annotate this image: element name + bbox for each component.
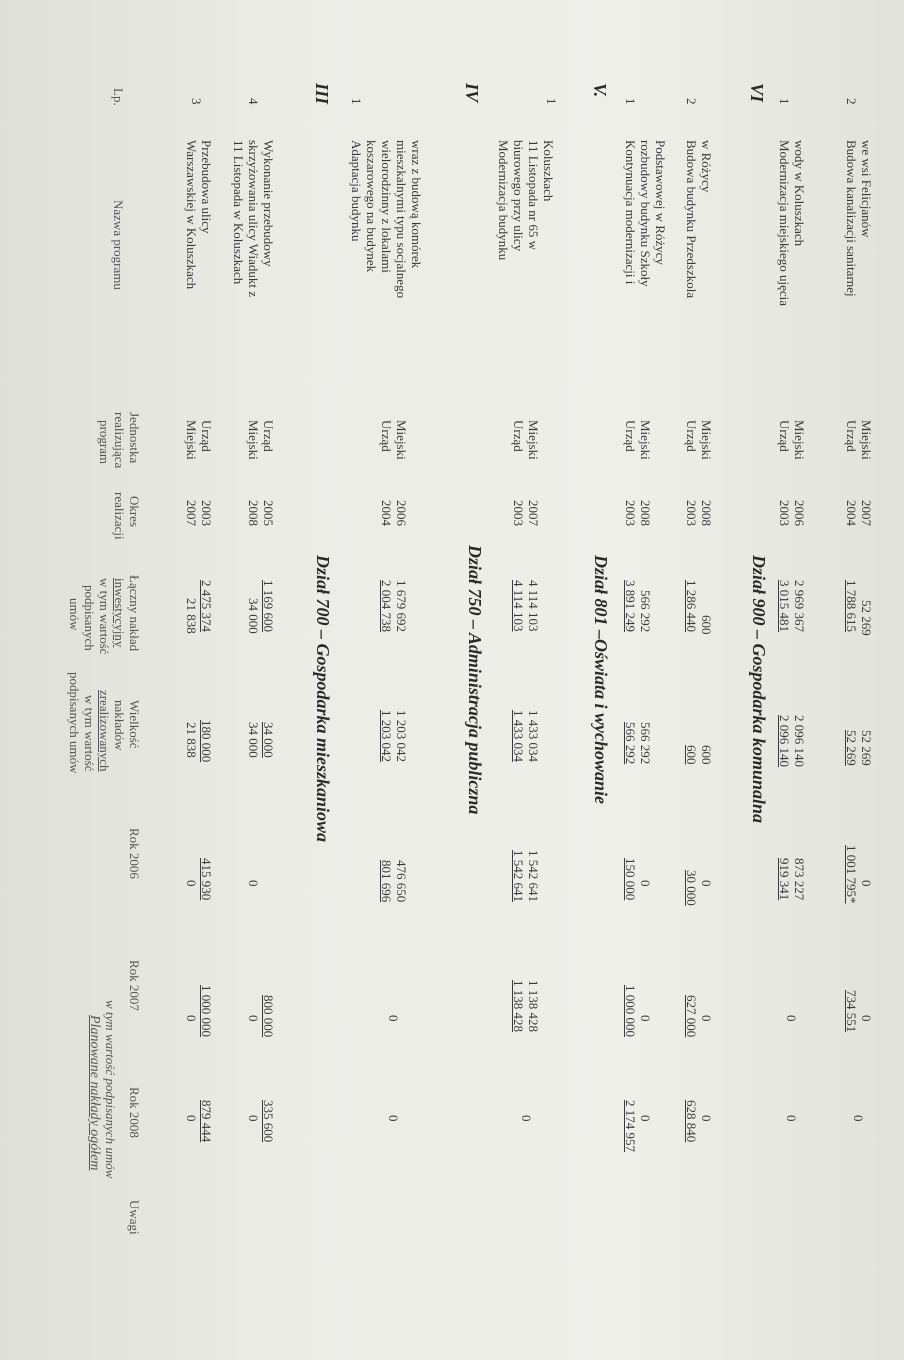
row4-2006: 0 <box>246 880 261 887</box>
header-unit-2: realizująca <box>112 412 127 469</box>
rowIV1-name-3: 11 Listopada nr 65 w <box>526 140 541 250</box>
header-total-2: inwestycyjny <box>112 578 127 648</box>
rowVI1-unit-2: Miejski <box>792 420 807 460</box>
rowIV1-name-4: Koluszkach <box>541 140 556 202</box>
rowV2-lp: 2 <box>684 98 699 105</box>
row4-name-2: skrzyżowania ulicy Wiadukt z <box>246 140 261 297</box>
rowV2-2007-sub: 0 <box>699 1015 714 1022</box>
row4-2007-sub: 0 <box>246 1015 261 1022</box>
row3-total-sub: 21 838 <box>184 598 199 634</box>
rowIV1-2006-sub: 1 542 641 <box>526 850 541 902</box>
rowIII1-done: 1 203 042 <box>379 710 394 762</box>
rowVI2-period-end: 2007 <box>859 500 874 526</box>
rowIV1-done-sub: 1 433 034 <box>526 710 541 762</box>
row4-total-sub: 34 000 <box>246 598 261 634</box>
section-900-title: Dział 900 – Gospodarka komunalna <box>749 555 769 824</box>
rowV1-done-sub: 566 292 <box>638 722 653 765</box>
row4-total: 1 169 600 <box>261 580 276 632</box>
rowIV1-2006: 1 542 641 <box>511 850 526 902</box>
rowIV1-period-end: 2007 <box>526 500 541 526</box>
rowV2-period-end: 2008 <box>699 500 714 526</box>
row3-total: 2 475 374 <box>199 580 214 632</box>
rowV2-name-2: w Różycy <box>699 140 714 193</box>
rowVI1-name-2: wody w Koluszkach <box>792 140 807 247</box>
rowV1-period-start: 2003 <box>623 500 638 526</box>
header-planned: Planowane nakłady ogółem <box>87 1015 102 1171</box>
rowIII1-name-1: Adaptacja budynku <box>349 140 364 242</box>
rowVI2-total: 1 788 615 <box>844 580 859 632</box>
rowVI2-lp: 2 <box>844 98 859 105</box>
row3-name-2: Warszawskiej w Koluszkach <box>184 140 199 290</box>
row3-unit-2: Miejski <box>184 420 199 460</box>
row3-lp: 3 <box>189 98 204 105</box>
rowV2-unit-2: Miejski <box>699 420 714 460</box>
rowVI1-2007: 0 <box>784 1015 799 1022</box>
rowVI1-period-start: 2003 <box>777 500 792 526</box>
rowV1-2007: 1 000 000 <box>623 985 638 1037</box>
rowV2-2007: 627 000 <box>684 995 699 1038</box>
rowV2-done: 600 <box>684 745 699 765</box>
rowVI1-2008: 0 <box>784 1115 799 1122</box>
rowVI1-total: 3 015 481 <box>777 580 792 632</box>
header-year-2007: Rok 2007 <box>127 960 142 1011</box>
rowVI2-total-sub: 52 269 <box>859 600 874 636</box>
section-801-title: Dział 801 –Oświata i wychowanie <box>591 555 611 805</box>
rowV1-2008: 2 174 957 <box>623 1100 638 1152</box>
rowVI1-total-sub: 2 969 367 <box>792 580 807 632</box>
rowVI2-unit-1: Urząd <box>844 420 859 452</box>
rowV2-2006-sub: 0 <box>699 880 714 887</box>
rowVI2-2008: 0 <box>851 1115 866 1122</box>
row4-name-3: 11 Listopada w Koluszkach <box>231 140 246 285</box>
rowV1-2008-sub: 0 <box>638 1115 653 1122</box>
rowVI2-unit-2: Miejski <box>859 420 874 460</box>
row3-done-sub: 21 838 <box>184 722 199 758</box>
section-VI-label: VI <box>747 83 767 103</box>
rowIV1-2008: 0 <box>519 1115 534 1122</box>
rowV2-done-sub: 600 <box>699 745 714 765</box>
header-unit-1: Jednostka <box>127 412 142 464</box>
rowIII1-2006-sub: 476 650 <box>394 860 409 903</box>
header-period-1: Okres <box>127 496 142 528</box>
rowVI1-2006-sub: 873 227 <box>792 858 807 901</box>
rowIII1-name-3: wielorodzinny z lokalami <box>379 140 394 273</box>
rowIII1-2006: 801 696 <box>379 860 394 903</box>
section-V-label: V. <box>590 83 610 98</box>
rowIV1-unit-2: Miejski <box>526 420 541 460</box>
rowIII1-unit-1: Urząd <box>379 420 394 452</box>
rowIII1-lp: 1 <box>349 98 364 105</box>
rowV1-lp: 1 <box>623 98 638 105</box>
rowV1-name-3: Podstawowej w Różycy <box>653 140 668 265</box>
rowIV1-lp: 1 <box>544 98 559 105</box>
rowV2-2008-sub: 0 <box>699 1115 714 1122</box>
rowIII1-total-sub: 1 679 692 <box>394 580 409 632</box>
header-total-sub-2: podpisanych <box>82 585 97 651</box>
rowV2-name-1: Budowa budynku Przedszkola <box>684 140 699 299</box>
rowIII1-period-end: 2006 <box>394 500 409 526</box>
section-IV-label: IV <box>462 83 482 103</box>
rowV2-period-start: 2003 <box>684 500 699 526</box>
rowIV1-done: 1 433 034 <box>511 710 526 762</box>
rowV2-total: 1 286 440 <box>684 580 699 632</box>
row4-2008-sub: 0 <box>246 1115 261 1122</box>
row3-period-end: 2007 <box>184 500 199 526</box>
rowVI1-done: 2 096 140 <box>777 715 792 767</box>
header-total-sub-3: umów <box>67 598 82 631</box>
rowVI2-name-1: Budowa kanalizacji sanitarnej <box>844 140 859 297</box>
rowVI1-done-sub: 2 096 140 <box>792 715 807 767</box>
rowVI2-2006: 1 001 795* <box>844 845 859 904</box>
row3-2008-sub: 0 <box>184 1115 199 1122</box>
rowIII1-name-4: mieszkalnymi typu socjalnego <box>394 140 409 299</box>
row4-2007: 800 000 <box>261 995 276 1038</box>
rowIII1-unit-2: Miejski <box>394 420 409 460</box>
header-lp: Lp. <box>111 88 126 106</box>
row4-2008: 335 600 <box>261 1100 276 1143</box>
header-done-1: Wielkość <box>127 700 142 749</box>
rowIV1-unit-1: Urząd <box>511 420 526 452</box>
rowVI1-2006: 919 341 <box>777 858 792 901</box>
rowV1-2007-sub: 0 <box>638 1015 653 1022</box>
rowIV1-total: 4 114 103 <box>511 580 526 632</box>
rowIII1-name-5: wraz z budową komórek <box>409 140 424 269</box>
rowVI2-period-start: 2004 <box>844 500 859 526</box>
rowIII1-total: 2 004 738 <box>379 580 394 632</box>
row4-done: 34 000 <box>261 722 276 758</box>
rowV1-total-sub: 566 292 <box>638 590 653 633</box>
header-planned-sub: w tym wartość podpisanych umów <box>103 1000 118 1179</box>
section-700-title: Dział 700 – Gospodarka mieszkaniowa <box>313 555 333 843</box>
row3-done: 180 000 <box>199 720 214 763</box>
rowIV1-period-start: 2003 <box>511 500 526 526</box>
rowV1-name-2: rozbudowy budynku Szkoły <box>638 140 653 287</box>
rowIII1-2008: 0 <box>386 1115 401 1122</box>
rowV1-unit-2: Miejski <box>638 420 653 460</box>
row3-2007: 1 000 000 <box>199 985 214 1037</box>
rowVI2-done-sub: 52 269 <box>859 730 874 766</box>
rowVI2-2006-sub: 0 <box>859 880 874 887</box>
rowVI1-name-1: Modernizacja miejskiego ujęcia <box>777 140 792 307</box>
rowV2-total-sub: 600 <box>699 615 714 635</box>
header-year-2006: Rok 2006 <box>127 828 142 879</box>
rowV1-unit-1: Urząd <box>623 420 638 452</box>
header-total-1: Łączny nakład <box>127 575 142 652</box>
header-done-sub-1: w tym wartość <box>82 695 97 772</box>
rowV2-unit-1: Urząd <box>684 420 699 452</box>
rowIII1-2007: 0 <box>386 1015 401 1022</box>
row3-unit-1: Urząd <box>199 420 214 452</box>
rowVI2-done: 52 269 <box>844 730 859 766</box>
row4-unit-2: Miejski <box>246 420 261 460</box>
header-remarks: Uwagi <box>127 1200 142 1235</box>
rowVI1-lp: 1 <box>777 98 792 105</box>
row4-period-end: 2008 <box>246 500 261 526</box>
row4-unit-1: Urząd <box>261 420 276 452</box>
rowV1-2006-sub: 0 <box>638 880 653 887</box>
row3-2006-sub: 0 <box>184 880 199 887</box>
row3-2007-sub: 0 <box>184 1015 199 1022</box>
rowIII1-period-start: 2004 <box>379 500 394 526</box>
rowV1-period-end: 2008 <box>638 500 653 526</box>
row4-lp: 4 <box>246 98 261 105</box>
header-unit-3: program <box>97 420 112 465</box>
header-done-2: nakładów <box>112 700 127 751</box>
row3-period-start: 2003 <box>199 500 214 526</box>
header-period-2: realizacji <box>112 492 127 540</box>
rowV2-2006: 30 000 <box>684 870 699 906</box>
row4-period-start: 2005 <box>261 500 276 526</box>
rowV1-name-1: Kontynuacja modernizacji i <box>623 140 638 285</box>
rowV1-2006: 150 000 <box>623 858 638 901</box>
rowIII1-done-sub: 1 203 042 <box>394 710 409 762</box>
rowIV1-2007: 1 138 428 <box>511 980 526 1032</box>
rowV1-done: 566 292 <box>623 722 638 765</box>
row3-name-1: Przebudowa ulicy <box>199 140 214 234</box>
rowIV1-name-1: Modernizacja budynku <box>496 140 511 261</box>
rowIV1-total-sub: 4 114 103 <box>526 580 541 632</box>
rowV1-total: 3 891 249 <box>623 580 638 632</box>
rowVI2-name-2: we wsi Felicjanów <box>859 140 874 238</box>
rowV2-2008: 628 840 <box>684 1100 699 1143</box>
rowVI1-period-end: 2006 <box>792 500 807 526</box>
header-total-sub-1: w tym wartość <box>97 578 112 655</box>
rowVI2-2007: 734 551 <box>844 990 859 1033</box>
header-year-2008: Rok 2008 <box>127 1087 142 1138</box>
rowIV1-2007-sub: 1 138 428 <box>526 980 541 1032</box>
row3-2006: 415 930 <box>199 858 214 901</box>
header-program-name: Nazwa programu <box>111 200 126 290</box>
header-done-3: zrealizowanych <box>97 690 112 772</box>
header-done-sub-2: podpisanych umów <box>67 672 82 774</box>
rowIV1-name-2: biurowego przy ulicy <box>511 140 526 252</box>
rowVI2-2007-sub: 0 <box>859 1015 874 1022</box>
section-III-label: III <box>312 83 332 105</box>
row4-name-1: Wykonanie przebudowy <box>261 140 276 267</box>
rowVI1-unit-1: Urząd <box>777 420 792 452</box>
rowIII1-name-2: koszarowego na budynek <box>364 140 379 273</box>
row4-done-sub: 34 000 <box>246 722 261 758</box>
row3-2008: 879 444 <box>199 1100 214 1143</box>
section-750-title: Dział 750 – Administracja publiczna <box>465 545 485 815</box>
